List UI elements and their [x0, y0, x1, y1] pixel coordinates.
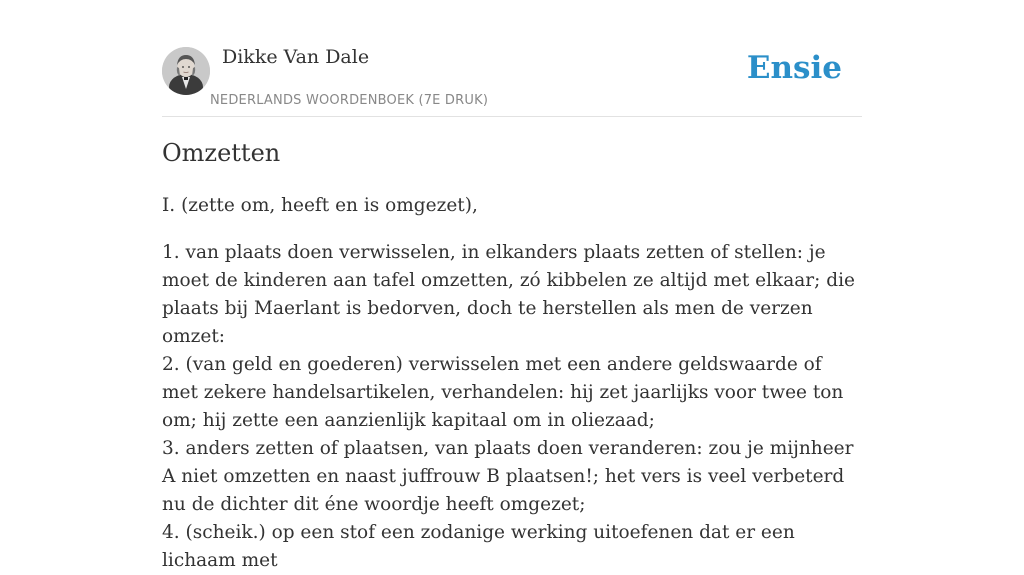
entry-sense: 2. (van geld en goederen) verwisselen met een andere geldswaarde of met zekere handelsartikelen, verhandelen: hij zet jaarlijks voor twee ton om; hij zette een aanzienlijk kapitaal om in oliezaad;	[162, 354, 844, 431]
entry-body	[162, 192, 862, 575]
entry-intro: I. (zette om, heeft en is omgezet),	[162, 195, 478, 216]
source-label[interactable]: NEDERLANDS WOORDENBOEK (7E DRUK)	[210, 93, 489, 108]
entry-sense: 4. (scheik.) op een stof een zodanige werking uitoefenen dat er een lichaam met	[162, 522, 795, 571]
author-name[interactable]: Dikke Van Dale	[222, 46, 370, 68]
author-portrait-icon	[162, 47, 210, 95]
entry-title: Omzetten	[162, 139, 281, 167]
ensie-logo[interactable]: Ensie	[746, 50, 842, 86]
author-avatar[interactable]	[162, 47, 210, 95]
entry-header	[162, 44, 862, 117]
entry-sense: 3. anders zetten of plaatsen, van plaats doen veranderen: zou je mijnheer A niet omzetten en naast juffrouw B plaatsen!; het vers is veel verbeterd nu de dichter dit éne woordje heeft omgezet;	[162, 438, 854, 515]
entry-sense: 1. van plaats doen verwisselen, in elkanders plaats zetten of stellen: je moet de kinderen aan tafel omzetten, zó kibbelen ze altijd met elkaar; die plaats bij Maerlant is bedorven, doch te herstellen als men de verzen omzet:	[162, 242, 855, 347]
